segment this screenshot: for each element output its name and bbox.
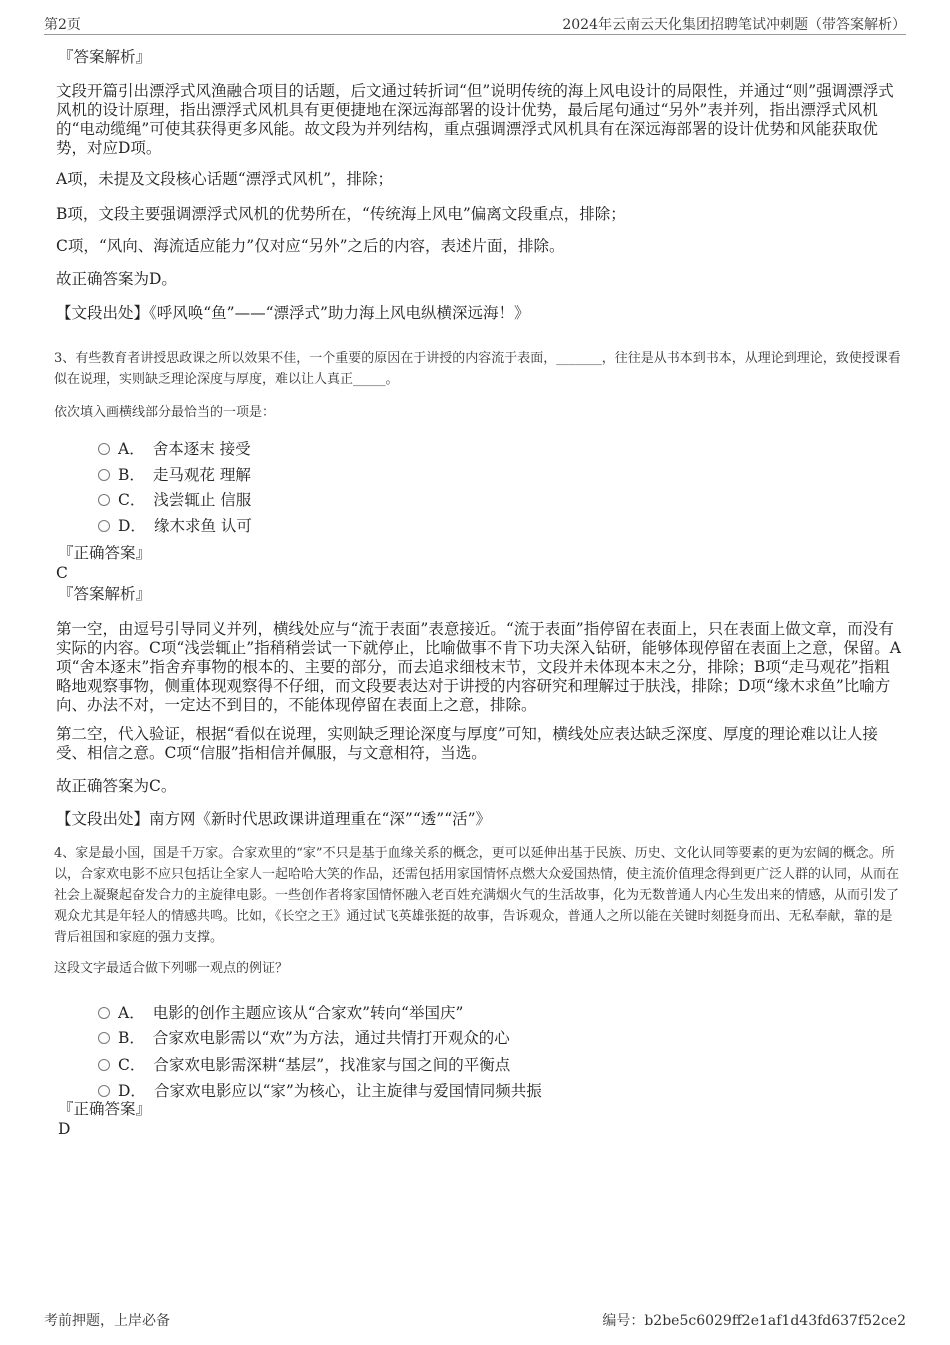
radio-icon[interactable] xyxy=(98,1032,110,1044)
q3-option-a[interactable]: A． 舍本逐末 接受 xyxy=(98,439,251,459)
q3-option-d[interactable]: D． 缘木求鱼 认可 xyxy=(98,516,252,536)
q3-analysis-paragraph-2: 第二空，代入验证，根据“看似在说理，实则缺乏理论深度与厚度”可知，横线处应表达缺乏深度、厚度的理论难以让人接受、相信之意。C项“信服”指相信并佩服，与文意相符，当选。 xyxy=(56,725,878,762)
page-number: 第2页 xyxy=(44,17,81,33)
q3-analysis-label: 『答案解析』 xyxy=(58,585,152,603)
q3-answer: C xyxy=(56,564,68,582)
q4-stem: 4、家是最小国，国是千万家。合家欢里的“家”不只是基于血缘关系的概念，更可以延伸出基于民族、历史、文化认同等要素的更为宏阔的概念。所以，合家欢电影不应只包括让全家人一起哈哈大笑的作品，还需包括用家国情怀点燃大众爱国热情，使主流价值理念得到更广泛人群的认同，从而在社会上凝聚起奋发合力的主旋律电影。一些创作者将家国情怀融入老百姓充满烟火气的生活故事，化为无数普通人内心生发出来的情感，从而引发了观众尤其是年轻人的情感共鸣。比如，《长空之王》通过试飞英雄张挺的故事，告诉观众，普通人之所以能在关键时刻挺身而出、无私奉献，靠的是背后祖国和家庭的强力支撑。 xyxy=(54,846,900,945)
q4-option-a[interactable]: A． 电影的创作主题应该从“合家欢”转向“举国庆” xyxy=(98,1003,463,1023)
q4-option-c[interactable]: C． 合家欢电影需深耕“基层”，找准家与国之间的平衡点 xyxy=(98,1055,510,1075)
q3-source: 【文段出处】南方网《新时代思政课讲道理重在“深”“透”“活”》 xyxy=(56,810,492,828)
q3-analysis-paragraph-1: 第一空，由逗号引导同义并列，横线处应与“流于表面”表意接近。“流于表面”指停留在表面上，只在表面上做文章，而没有实际的内容。C项“浅尝辄止”指稍稍尝试一下就停止，比喻做事不肯下功夫深入钻研，能够体现停留在表面上之意，保留。A项“舍本逐末”指舍弃事物的根本的、主要的部分，而去追求细枝末节，文段并未体现本末之分，排除；B项“走马观花”指粗略地观察事物，侧重体现观察得不仔细，而文段要表达对于讲授的内容研究和理解过于肤浅，排除；D项“缘木求鱼”比喻方向、办法不对，一定达不到目的，不能体现停留在表面上之意，排除。 xyxy=(56,620,901,714)
q4-option-d[interactable]: D． 合家欢电影应以“家”为核心，让主旋律与爱国情同频共振 xyxy=(98,1081,542,1101)
radio-icon[interactable] xyxy=(98,469,110,481)
q3-option-b[interactable]: B． 走马观花 理解 xyxy=(98,465,251,485)
radio-icon[interactable] xyxy=(98,1007,110,1019)
document-title: 2024年云南云天化集团招聘笔试冲刺题（带答案解析） xyxy=(562,17,906,33)
radio-icon[interactable] xyxy=(98,494,110,506)
q3-stem: 3、有些教育者讲授思政课之所以效果不佳，一个重要的原因在于讲授的内容流于表面，_______，往往是从书本到书本，从理论到理论，致使授课看似在说理，实则缺乏理论深度与厚度，难以让人真正_____。 xyxy=(54,351,901,387)
document-code-label: 编号： xyxy=(602,1313,645,1329)
q2-source: 【文段出处】《呼风唤“鱼”——“漂浮式”助力海上风电纵横深远海！》 xyxy=(56,304,530,322)
document-code xyxy=(602,1310,906,1330)
q3-conclusion: 故正确答案为C。 xyxy=(56,777,177,795)
q2-analysis-label: 『答案解析』 xyxy=(58,48,152,66)
q2-analysis-option-b: B项，文段主要强调漂浮式风机的优势所在，“传统海上风电”偏离文段重点，排除； xyxy=(56,205,626,223)
q3-prompt: 依次填入画横线部分最恰当的一项是： xyxy=(54,405,276,420)
q3-option-c[interactable]: C． 浅尝辄止 信服 xyxy=(98,490,251,510)
radio-icon[interactable] xyxy=(98,1085,110,1097)
radio-icon[interactable] xyxy=(98,1059,110,1071)
q3-answer-label: 『正确答案』 xyxy=(58,544,152,562)
radio-icon[interactable] xyxy=(98,443,110,455)
q2-conclusion: 故正确答案为D。 xyxy=(56,270,177,288)
q4-answer: D xyxy=(58,1120,71,1138)
q4-prompt: 这段文字最适合做下列哪一观点的例证？ xyxy=(54,961,289,976)
q2-analysis-option-a: A项，未提及文段核心话题“漂浮式风机”，排除； xyxy=(56,170,394,188)
radio-icon[interactable] xyxy=(98,520,110,532)
footer-slogan: 考前押题，上岸必备 xyxy=(44,1313,170,1329)
q4-answer-label: 『正确答案』 xyxy=(58,1100,152,1118)
q2-analysis-option-c: C项，“风向、海流适应能力”仅对应“另外”之后的内容，表述片面，排除。 xyxy=(56,237,565,255)
page-footer xyxy=(44,1310,906,1332)
q4-option-b[interactable]: B． 合家欢电影需以“欢”为方法，通过共情打开观众的心 xyxy=(98,1028,510,1048)
page-header xyxy=(44,12,906,35)
q2-analysis-paragraph: 文段开篇引出漂浮式风渔融合项目的话题，后文通过转折词“但”说明传统的海上风电设计的局限性，并通过“则”强调漂浮式风机的设计原理，指出漂浮式风机具有更便捷地在深远海部署的设计优势，最后尾句通过“另外”表并列，指出漂浮式风机的“电动缆绳”可使其获得更多风能。故文段为并列结构，重点强调漂浮式风机具有在深远海部署的设计优势和风能获取优势，对应D项。 xyxy=(56,82,894,157)
document-code-value: b2be5c6029ff2e1af1d43fd637f52ce2 xyxy=(644,1313,906,1329)
